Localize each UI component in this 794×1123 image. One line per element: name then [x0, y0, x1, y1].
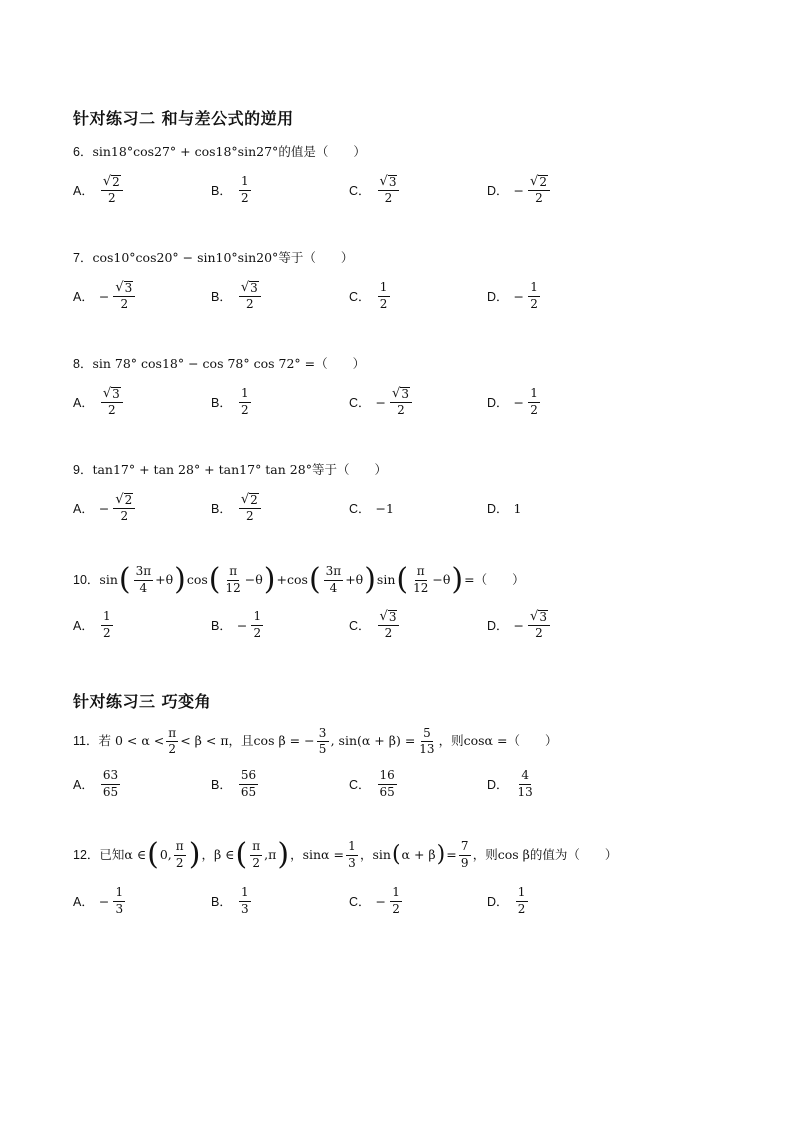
left-paren: (	[208, 562, 221, 597]
sqrt-radical: √ 3	[102, 385, 120, 402]
option-fraction	[239, 175, 251, 204]
option-fraction	[390, 886, 402, 915]
option-fraction	[239, 769, 258, 798]
option-fraction	[101, 175, 123, 205]
section-title-angle-transform: 针对练习三 巧变角	[73, 692, 212, 711]
option-label: D．	[487, 778, 509, 792]
fraction-denominator: 2	[384, 626, 393, 641]
beta-in-text: β ∈	[213, 846, 235, 862]
fraction-numerator: 1	[239, 175, 251, 190]
option-label: A．	[73, 290, 94, 304]
equals-sign: =	[464, 571, 475, 587]
cos-beta-text: cos β = −	[253, 733, 315, 749]
option-d	[487, 382, 542, 422]
sqrt-radical: √ 3	[240, 279, 258, 296]
option-a	[73, 881, 127, 921]
radicand: 2	[250, 493, 258, 508]
sin-text: sin	[99, 571, 118, 587]
option-label: D．	[487, 502, 509, 516]
option-fraction	[239, 493, 261, 523]
option-label: D．	[487, 895, 509, 909]
question-expression: sin18°cos27° + cos18°sin27°	[92, 144, 279, 159]
fraction-numerator: 1	[251, 610, 263, 625]
radicand: 2	[539, 175, 547, 190]
option-c	[349, 276, 392, 316]
condition-text: 若 0 < α <	[98, 733, 165, 749]
fraction-denominator: 13	[517, 784, 533, 799]
alpha-plus-beta: α + β	[401, 846, 436, 862]
fraction-numerator	[113, 281, 135, 297]
condition-text: < β < π，且	[180, 733, 254, 749]
fraction-3pi-over-4: $\frac{3\pi}{4}$	[135, 564, 152, 595]
option-fraction	[378, 610, 400, 640]
option-fraction	[516, 886, 528, 915]
option-b	[211, 382, 253, 422]
option-label: B．	[211, 290, 232, 304]
fraction-denominator: 2	[517, 901, 526, 916]
question-10	[73, 562, 525, 597]
fraction-pi-over-2: $\frac{\pi}{2}$	[174, 840, 186, 869]
question-11	[73, 727, 557, 756]
option-b	[211, 276, 263, 316]
fraction-numerator	[528, 610, 550, 626]
fraction-numerator	[390, 387, 412, 403]
fraction-denominator: 2	[530, 402, 538, 417]
sin-text: sin	[376, 571, 396, 587]
option-d	[487, 764, 537, 804]
comma: ，	[201, 846, 214, 862]
radicand: 3	[250, 281, 258, 296]
fraction-denominator: 2	[245, 297, 254, 312]
fraction-numerator	[239, 281, 261, 297]
option-label: A．	[73, 396, 94, 410]
fraction-denominator: 2	[245, 509, 254, 524]
option-fraction	[113, 281, 135, 311]
fraction-denominator: 2	[379, 296, 388, 311]
radicand: 3	[124, 281, 133, 296]
fraction-denominator: 2	[392, 901, 400, 916]
option-label: A．	[73, 895, 94, 909]
option-fraction	[113, 493, 135, 523]
fraction-denominator: 2	[241, 402, 249, 417]
fraction-denominator: 2	[397, 403, 405, 418]
question-12	[73, 837, 618, 872]
fraction-denominator: 2	[535, 191, 543, 206]
comma: ，	[290, 846, 303, 862]
minus-sign: −	[513, 394, 525, 410]
options-q11	[0, 764, 794, 804]
minus-sign: −	[513, 288, 525, 304]
question-tail: （ ）	[474, 571, 525, 587]
option-d	[487, 276, 542, 316]
radicand: 3	[401, 387, 409, 402]
sqrt-radical: √ 2	[530, 173, 547, 190]
option-a	[73, 382, 125, 422]
fraction-numerator	[113, 493, 135, 509]
option-label: A．	[73, 502, 94, 516]
options-q10	[0, 605, 794, 645]
plus-sign: +	[276, 571, 287, 587]
option-b	[211, 488, 263, 528]
question-number: 6．	[73, 145, 93, 159]
fraction-numerator	[528, 175, 550, 191]
fraction-numerator: 1	[101, 610, 113, 625]
option-fraction	[390, 387, 412, 417]
plus-theta: +θ	[345, 571, 364, 587]
fraction-denominator: 65	[379, 784, 395, 799]
option-label: A．	[73, 184, 94, 198]
fraction-denominator: 2	[107, 403, 116, 418]
fraction-denominator: 2	[103, 625, 111, 640]
fraction-5-over-13: $\frac{5}{13}$	[419, 726, 435, 757]
option-label: B．	[211, 619, 232, 633]
left-paren: (	[147, 837, 159, 872]
fraction-numerator	[378, 175, 400, 191]
comma: ，	[359, 846, 373, 862]
sin-sum-text: , sin(α + β) =	[330, 733, 416, 749]
question-number: 11．	[73, 734, 99, 749]
fraction-3-over-5: $\frac{3}{5}$	[317, 727, 329, 756]
fraction-numerator: 1	[113, 886, 125, 901]
option-d	[487, 605, 552, 645]
radicand: 3	[112, 387, 120, 402]
radicand: 2	[112, 175, 120, 190]
option-label: B．	[211, 184, 232, 198]
option-fraction	[516, 769, 535, 798]
option-label: C．	[349, 778, 371, 792]
minus-sign: −	[98, 288, 110, 304]
cos-beta-text: cos β	[497, 846, 530, 862]
fraction-denominator: 2	[107, 191, 116, 206]
fraction-numerator	[101, 175, 123, 191]
left-paren: (	[391, 842, 401, 867]
minus-sign: −	[375, 394, 387, 410]
fraction-numerator: 1	[239, 387, 251, 402]
option-d	[487, 881, 530, 921]
options-q6	[0, 170, 794, 210]
right-paren: )	[263, 562, 276, 597]
fraction-numerator: 1	[516, 886, 528, 901]
question-number: 8．	[73, 357, 93, 371]
cos-text: cos	[186, 571, 208, 587]
fraction-pi-over-12: $\frac{\pi}{12}$	[413, 564, 429, 595]
fraction-pi-over-2: $\frac{\pi}{2}$	[250, 840, 262, 869]
left-paren: (	[396, 562, 409, 597]
option-label: B．	[211, 396, 232, 410]
fraction-denominator: 2	[535, 626, 543, 641]
question-tail: 等于（ ）	[278, 250, 354, 265]
sqrt-radical: √ 2	[115, 491, 133, 508]
option-c	[349, 605, 401, 645]
interval-end: ,π	[264, 846, 277, 862]
sin-alpha-text: sinα =	[302, 846, 344, 862]
plus-theta: +θ	[155, 571, 174, 587]
option-label: C．	[349, 184, 371, 198]
options-q7	[0, 276, 794, 316]
fraction-denominator: 2	[120, 297, 129, 312]
fraction-numerator: 16	[378, 769, 397, 784]
sqrt-radical: √ 3	[115, 279, 133, 296]
sqrt-radical: √ 3	[392, 385, 409, 402]
question-tail: （ ）	[507, 733, 558, 749]
option-fraction	[101, 387, 123, 417]
option-label: D．	[487, 619, 509, 633]
fraction-denominator: 2	[253, 625, 262, 640]
option-label: C．	[349, 619, 371, 633]
question-number: 7．	[73, 251, 93, 265]
option-fraction	[378, 769, 397, 798]
sqrt-radical: √ 3	[379, 173, 397, 190]
fraction-numerator: 4	[519, 769, 531, 784]
fraction-denominator: 3	[241, 901, 249, 916]
question-expression: cos10°cos20° − sin10°sin20°	[92, 250, 279, 265]
option-fraction	[378, 175, 400, 205]
option-fraction	[528, 281, 540, 310]
option-value: 1	[513, 500, 522, 516]
option-value: −1	[375, 500, 394, 516]
fraction-denominator: 3	[115, 901, 124, 916]
option-c	[349, 488, 394, 528]
option-label: C．	[349, 502, 371, 516]
option-fraction	[528, 387, 540, 416]
option-b	[211, 605, 265, 645]
options-q8	[0, 382, 794, 422]
option-label: B．	[211, 502, 232, 516]
option-c	[349, 170, 401, 210]
minus-theta: −θ	[432, 571, 451, 587]
left-paren: (	[308, 562, 321, 597]
fraction-pi-over-2: $\frac{\pi}{2}$	[166, 727, 178, 756]
option-fraction	[113, 886, 125, 915]
fraction-numerator	[101, 387, 123, 403]
option-label: C．	[349, 895, 371, 909]
sin-text: sin	[372, 846, 391, 862]
option-a	[73, 764, 122, 804]
question-tail: 等于（ ）	[311, 462, 387, 477]
question-tail: 的值是（ ）	[278, 144, 366, 159]
option-d	[487, 488, 521, 528]
option-label: B．	[211, 895, 232, 909]
fraction-numerator: 1	[378, 281, 390, 296]
fraction-denominator: 2	[241, 190, 249, 205]
cos-text: cos	[287, 571, 308, 587]
fraction-denominator: 2	[530, 296, 538, 311]
option-label: D．	[487, 184, 509, 198]
option-a	[73, 170, 125, 210]
option-label: A．	[73, 619, 94, 633]
option-fraction	[101, 610, 113, 639]
fraction-numerator	[378, 610, 400, 626]
fraction-denominator: 2	[120, 509, 129, 524]
then-text: ，则	[472, 846, 498, 862]
right-paren: )	[188, 837, 201, 872]
sqrt-radical: √ 3	[530, 608, 547, 625]
fraction-numerator: 56	[239, 769, 258, 784]
minus-sign: −	[513, 182, 525, 198]
minus-theta: −θ	[244, 571, 263, 587]
option-c	[349, 881, 404, 921]
right-paren: )	[436, 842, 446, 867]
option-b	[211, 881, 253, 921]
radicand: 3	[539, 610, 547, 625]
option-label: C．	[349, 290, 371, 304]
option-fraction	[101, 769, 120, 798]
option-fraction	[239, 886, 251, 915]
minus-sign: −	[513, 617, 525, 633]
option-label: C．	[349, 396, 371, 410]
fraction-1-over-3: $\frac{1}{3}$	[346, 840, 358, 869]
question-expression: tan17° + tan 28° + tan17° tan 28°	[92, 462, 312, 477]
sqrt-radical: √ 3	[379, 608, 397, 625]
fraction-numerator: 1	[390, 886, 402, 901]
option-d	[487, 170, 552, 210]
option-fraction	[251, 610, 263, 639]
right-paren: )	[451, 562, 464, 597]
left-paren: (	[235, 837, 248, 872]
options-q9	[0, 488, 794, 528]
fraction-numerator	[239, 493, 261, 509]
cos-alpha-text: cosα =	[463, 733, 508, 749]
fraction-numerator: 1	[239, 886, 251, 901]
option-fraction	[378, 281, 390, 310]
option-a	[73, 605, 115, 645]
question-6	[73, 146, 366, 159]
option-a	[73, 276, 137, 316]
option-label: A．	[73, 778, 94, 792]
then-text: ，则	[438, 733, 464, 749]
right-paren: )	[174, 562, 186, 597]
option-label: D．	[487, 396, 509, 410]
given-text: 已知	[99, 846, 125, 862]
equals-sign: =	[446, 846, 457, 862]
question-number: 10．	[73, 572, 100, 587]
options-q12	[0, 881, 794, 921]
left-paren: (	[118, 562, 131, 597]
option-a	[73, 488, 137, 528]
radicand: 2	[124, 493, 133, 508]
fraction-denominator: 65	[240, 784, 257, 799]
radicand: 3	[388, 175, 397, 190]
question-tail: （ ）	[315, 356, 366, 371]
option-b	[211, 170, 253, 210]
question-number: 9．	[73, 463, 93, 477]
fraction-numerator: 1	[528, 387, 540, 402]
fraction-denominator: 2	[384, 191, 393, 206]
option-c	[349, 382, 414, 422]
fraction-3pi-over-4: $\frac{3\pi}{4}$	[325, 564, 342, 595]
question-8	[73, 358, 365, 371]
minus-sign: −	[236, 617, 248, 633]
option-fraction	[528, 175, 550, 205]
question-7	[73, 252, 353, 265]
minus-sign: −	[98, 893, 110, 909]
question-expression: sin 78° cos18° − cos 78° cos 72° =	[92, 356, 316, 371]
alpha-in-text: α ∈	[124, 846, 147, 862]
sqrt-radical: √ 2	[102, 173, 120, 190]
minus-sign: −	[375, 893, 387, 909]
fraction-denominator: 65	[102, 784, 119, 799]
fraction-7-over-9: $\frac{7}{9}$	[459, 840, 471, 869]
option-label: B．	[211, 778, 232, 792]
option-fraction	[528, 610, 550, 640]
option-b	[211, 764, 260, 804]
question-tail: 的值为（ ）	[529, 846, 618, 862]
fraction-numerator: 1	[528, 281, 540, 296]
question-9	[73, 464, 387, 477]
option-fraction	[239, 281, 261, 311]
option-label: D．	[487, 290, 509, 304]
right-paren: )	[364, 562, 376, 597]
interval-start: 0,	[159, 846, 172, 862]
sqrt-radical: √ 2	[240, 491, 258, 508]
option-c	[349, 764, 399, 804]
question-number: 12．	[73, 847, 100, 862]
section-title-inverse-formulas: 针对练习二 和与差公式的逆用	[73, 109, 294, 128]
minus-sign: −	[98, 500, 110, 516]
radicand: 3	[388, 610, 397, 625]
right-paren: )	[277, 837, 290, 872]
option-fraction	[239, 387, 251, 416]
fraction-pi-over-12: $\frac{\pi}{12}$	[225, 564, 241, 595]
fraction-numerator: 63	[101, 769, 120, 784]
